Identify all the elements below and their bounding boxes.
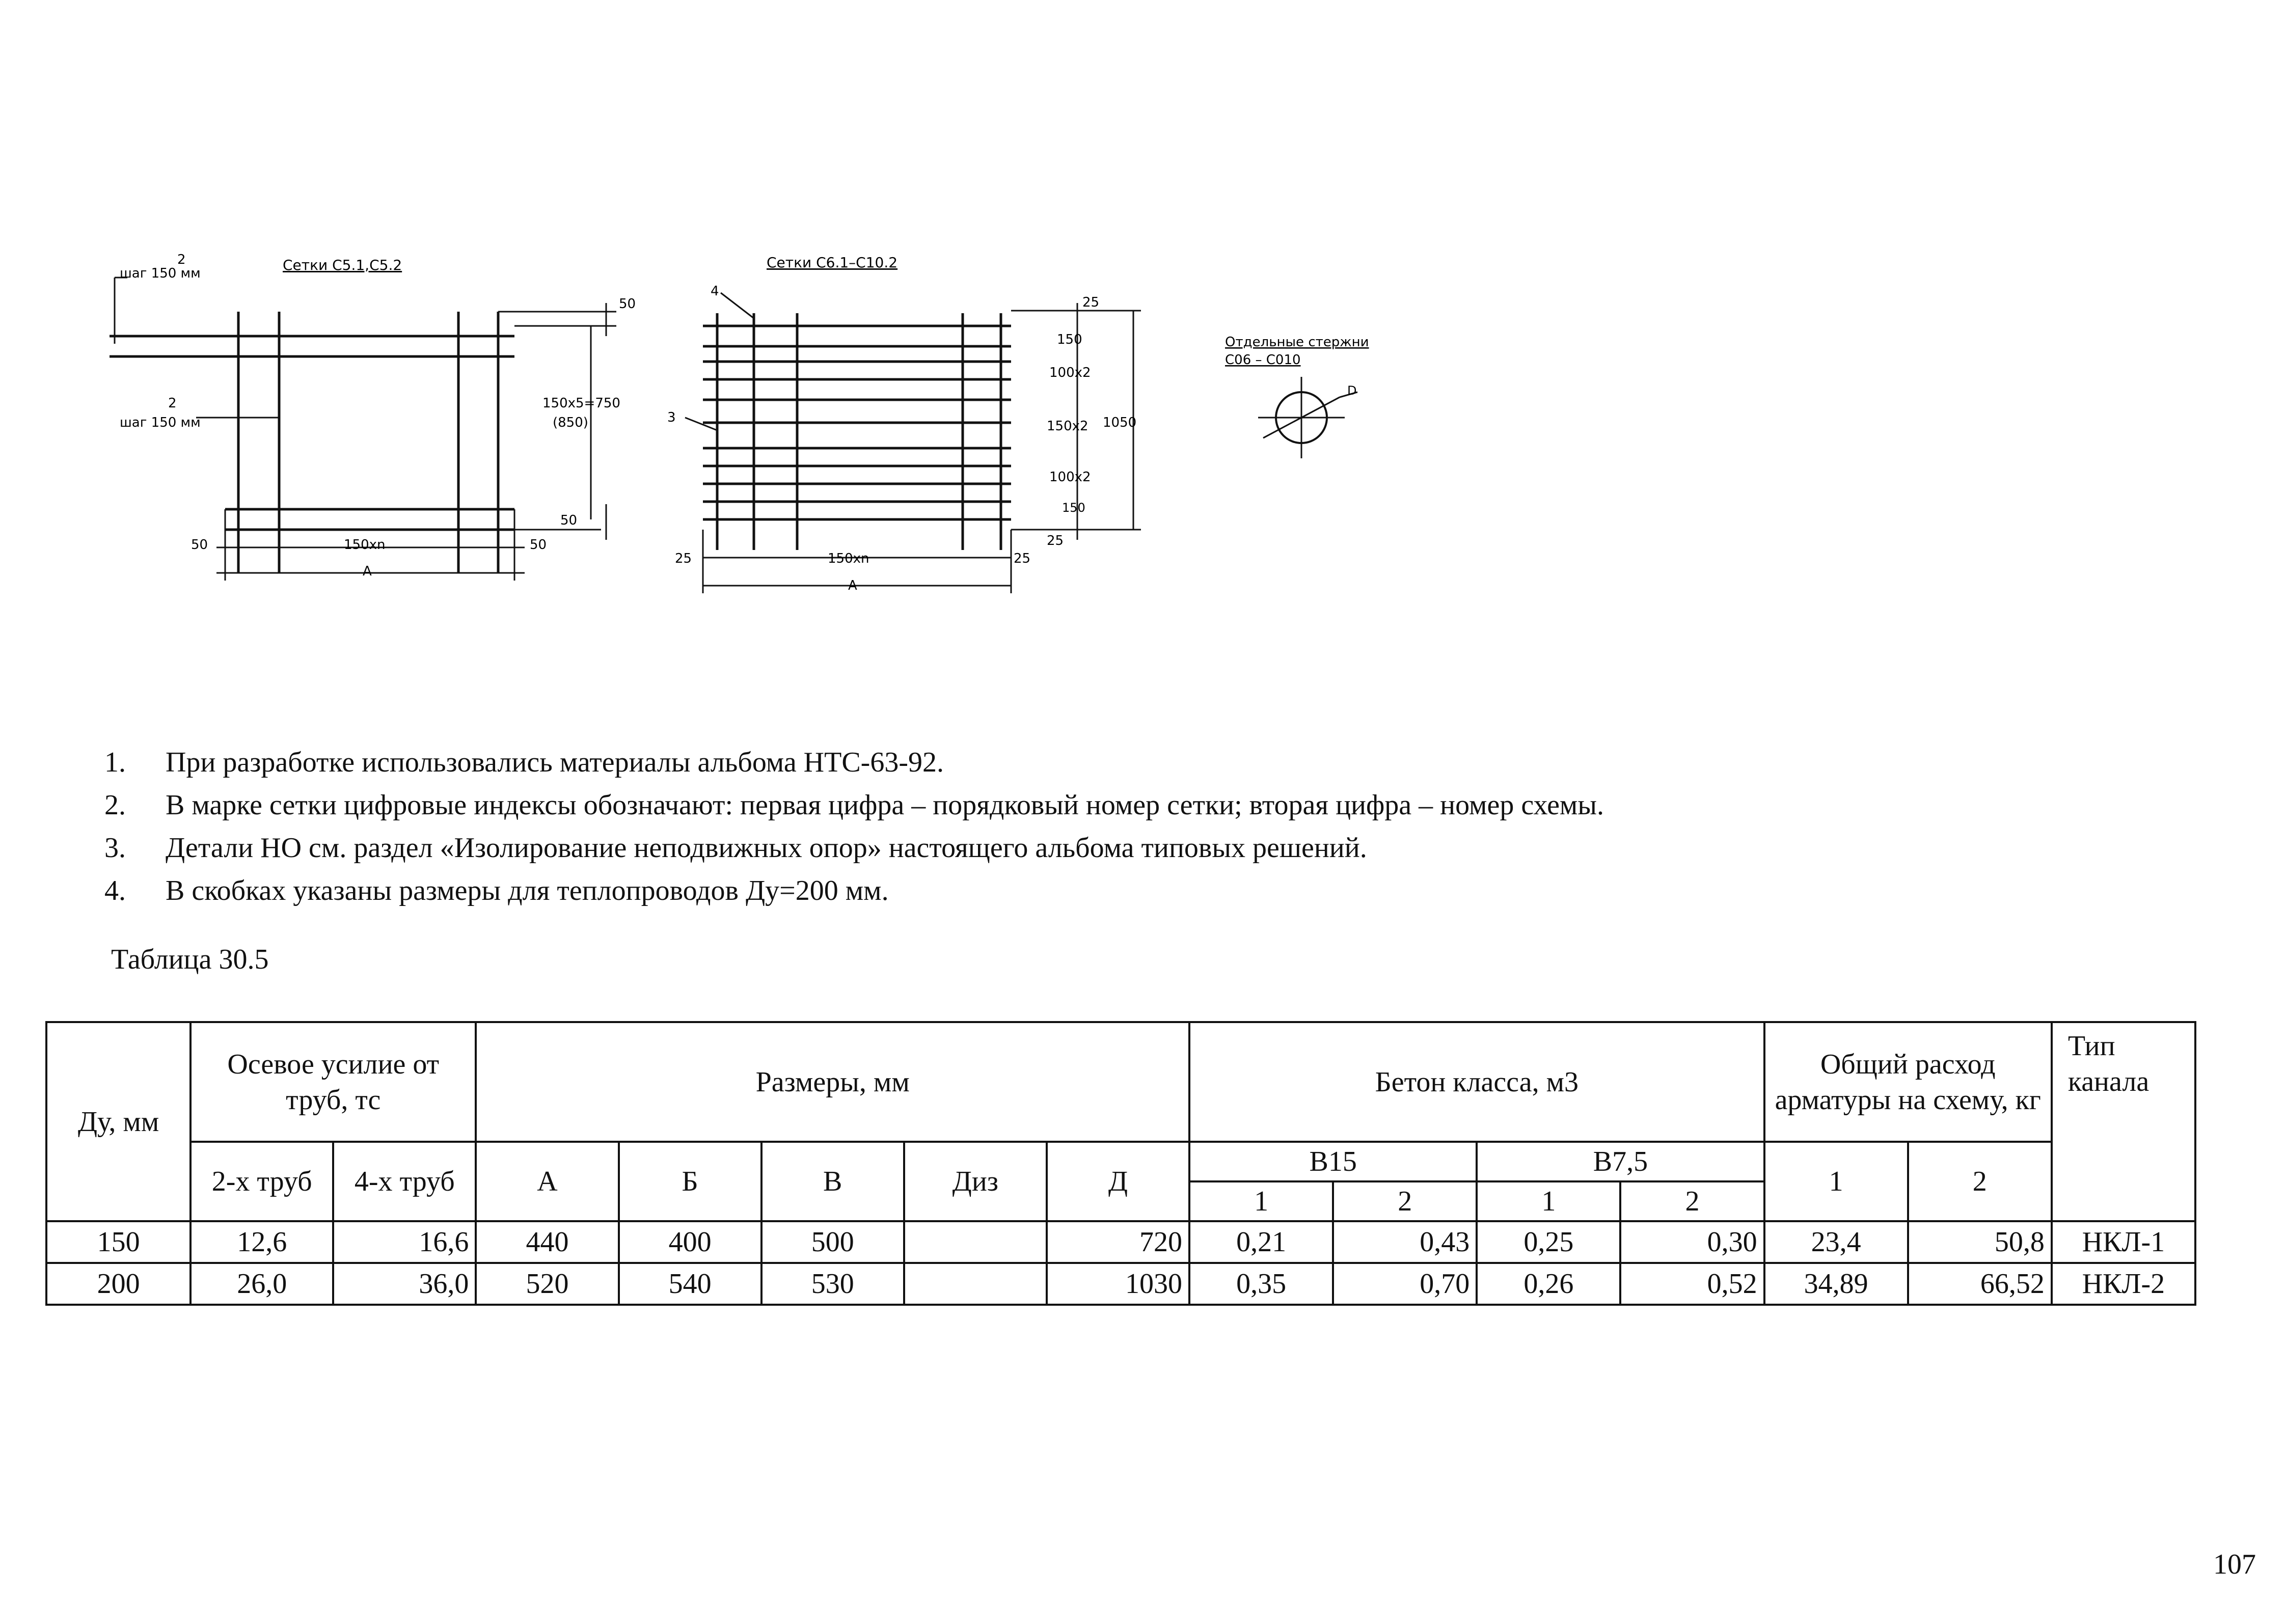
s2-label-3: 3 <box>667 410 676 425</box>
s2-dim-total: A <box>848 578 857 593</box>
cell-rebar-2: 50,8 <box>1908 1221 2052 1263</box>
s2-dim-150-bottom: 150 <box>1062 501 1085 515</box>
cell-rebar-1: 34,89 <box>1764 1263 1908 1305</box>
header-b15: В15 <box>1189 1142 1477 1181</box>
s1-top-num: 2 <box>177 252 186 267</box>
s2-dim-150x2: 150x2 <box>1047 419 1088 434</box>
note-item: 4. В скобках указаны размеры для теплопроводов Ду=200 мм. <box>104 875 889 906</box>
cell-d: 1030 <box>1047 1263 1189 1305</box>
table-header-row <box>46 1142 2195 1181</box>
cell-b15-1: 0,21 <box>1189 1221 1333 1263</box>
s1-dim-span: 150xn <box>344 537 386 553</box>
cell-v: 500 <box>761 1221 904 1263</box>
header-a: А <box>476 1142 618 1221</box>
header-type: Тип канала <box>2052 1022 2195 1221</box>
rods-range: С06 – С010 <box>1225 352 1301 368</box>
s2-dim-right: 25 <box>1014 551 1031 566</box>
s2-dim-100x2-bottom: 100x2 <box>1049 470 1091 485</box>
cell-du: 200 <box>46 1263 190 1305</box>
cell-b: 540 <box>619 1263 761 1305</box>
table-row <box>46 1263 2195 1305</box>
s2-dim-100x2-top: 100x2 <box>1049 365 1091 380</box>
header-2pipes: 2-х труб <box>190 1142 333 1221</box>
cell-v: 530 <box>761 1263 904 1305</box>
header-b75: В7,5 <box>1477 1142 1764 1181</box>
cell-b75-2: 0,30 <box>1620 1221 1764 1263</box>
table-title: Таблица 30.5 <box>111 944 269 975</box>
header-b15-1: 1 <box>1189 1181 1333 1221</box>
s2-dim-span: 150xn <box>828 551 869 566</box>
s2-dim-1050: 1050 <box>1103 415 1137 430</box>
cell-diz <box>904 1221 1047 1263</box>
s1-dim-right: 50 <box>530 537 547 553</box>
cell-a: 440 <box>476 1221 618 1263</box>
s2-dim-top: 25 <box>1082 295 1100 310</box>
cell-a: 520 <box>476 1263 618 1305</box>
cell-force-2: 26,0 <box>190 1263 333 1305</box>
s2-dim-left: 25 <box>675 551 692 566</box>
header-du: Ду, мм <box>46 1022 190 1221</box>
header-force: Осевое усилие от труб, тс <box>190 1022 476 1142</box>
note-item: 3. Детали НО см. раздел «Изолирование неподвижных опор» настоящего альбома типовых решений. <box>104 832 1367 864</box>
s1-top-step: шаг 150 мм <box>120 266 201 281</box>
header-b: Б <box>619 1142 761 1221</box>
header-b75-2: 2 <box>1620 1181 1764 1221</box>
cell-b15-2: 0,43 <box>1333 1221 1477 1263</box>
cell-type: НКЛ-1 <box>2052 1221 2195 1263</box>
header-b15-2: 2 <box>1333 1181 1477 1221</box>
header-sizes: Размеры, мм <box>476 1022 1189 1142</box>
header-rebar-1: 1 <box>1764 1142 1908 1221</box>
cell-b75-1: 0,25 <box>1477 1221 1620 1263</box>
scheme1-title: Сетки С5.1,С5.2 <box>283 257 402 273</box>
s1-dim-height-alt: (850) <box>553 415 588 430</box>
s2-label-4: 4 <box>711 284 719 299</box>
cell-d: 720 <box>1047 1221 1189 1263</box>
table-row <box>46 1221 2195 1263</box>
cell-b15-1: 0,35 <box>1189 1263 1333 1305</box>
spec-table <box>45 1021 2196 1306</box>
cell-b75-2: 0,52 <box>1620 1263 1764 1305</box>
s2-dim-bottom: 25 <box>1047 533 1064 548</box>
cell-type: НКЛ-2 <box>2052 1263 2195 1305</box>
s1-dim-total: A <box>363 564 372 579</box>
header-b75-1: 1 <box>1477 1181 1620 1221</box>
cell-diz <box>904 1263 1047 1305</box>
s1-dim-bottom-right: 50 <box>560 513 578 528</box>
s1-left-step: шаг 150 мм <box>120 415 201 430</box>
header-4pipes: 4-х труб <box>333 1142 476 1221</box>
s1-dim-height: 150x5=750 <box>542 396 620 411</box>
s2-dim-150-top: 150 <box>1057 332 1082 347</box>
rods-dia: D <box>1347 383 1357 398</box>
cell-rebar-1: 23,4 <box>1764 1221 1908 1263</box>
cell-du: 150 <box>46 1221 190 1263</box>
note-item: 1. При разработке использовались материалы альбома НТС-63-92. <box>104 747 944 778</box>
cell-force-4: 36,0 <box>333 1263 476 1305</box>
notes-list <box>104 741 1604 912</box>
s1-dim-top-right: 50 <box>619 296 636 312</box>
rods-title: Отдельные стержни <box>1225 335 1369 350</box>
reinforcement-drawings <box>0 0 2286 662</box>
cell-rebar-2: 66,52 <box>1908 1263 2052 1305</box>
table-header-row <box>46 1022 2195 1142</box>
header-diz: Диз <box>904 1142 1047 1221</box>
header-rebar-2: 2 <box>1908 1142 2052 1221</box>
scheme2-title: Сетки С6.1–С10.2 <box>767 254 898 271</box>
rod-section-symbol <box>1258 377 1357 458</box>
page-number: 107 <box>2213 1549 2256 1580</box>
s1-left-num: 2 <box>168 396 177 411</box>
header-v: В <box>761 1142 904 1221</box>
cell-force-4: 16,6 <box>333 1221 476 1263</box>
note-item: 2. В марке сетки цифровые индексы обозначают: первая цифра – порядковый номер сетки; вторая цифра – номер схемы. <box>104 789 1604 821</box>
header-d: Д <box>1047 1142 1189 1221</box>
cell-force-2: 12,6 <box>190 1221 333 1263</box>
cell-b15-2: 0,70 <box>1333 1263 1477 1305</box>
header-rebar: Общий расход арматуры на схему, кг <box>1764 1022 2052 1142</box>
s1-dim-left: 50 <box>191 537 208 553</box>
header-concrete: Бетон класса, м3 <box>1189 1022 1764 1142</box>
cell-b75-1: 0,26 <box>1477 1263 1620 1305</box>
cell-b: 400 <box>619 1221 761 1263</box>
